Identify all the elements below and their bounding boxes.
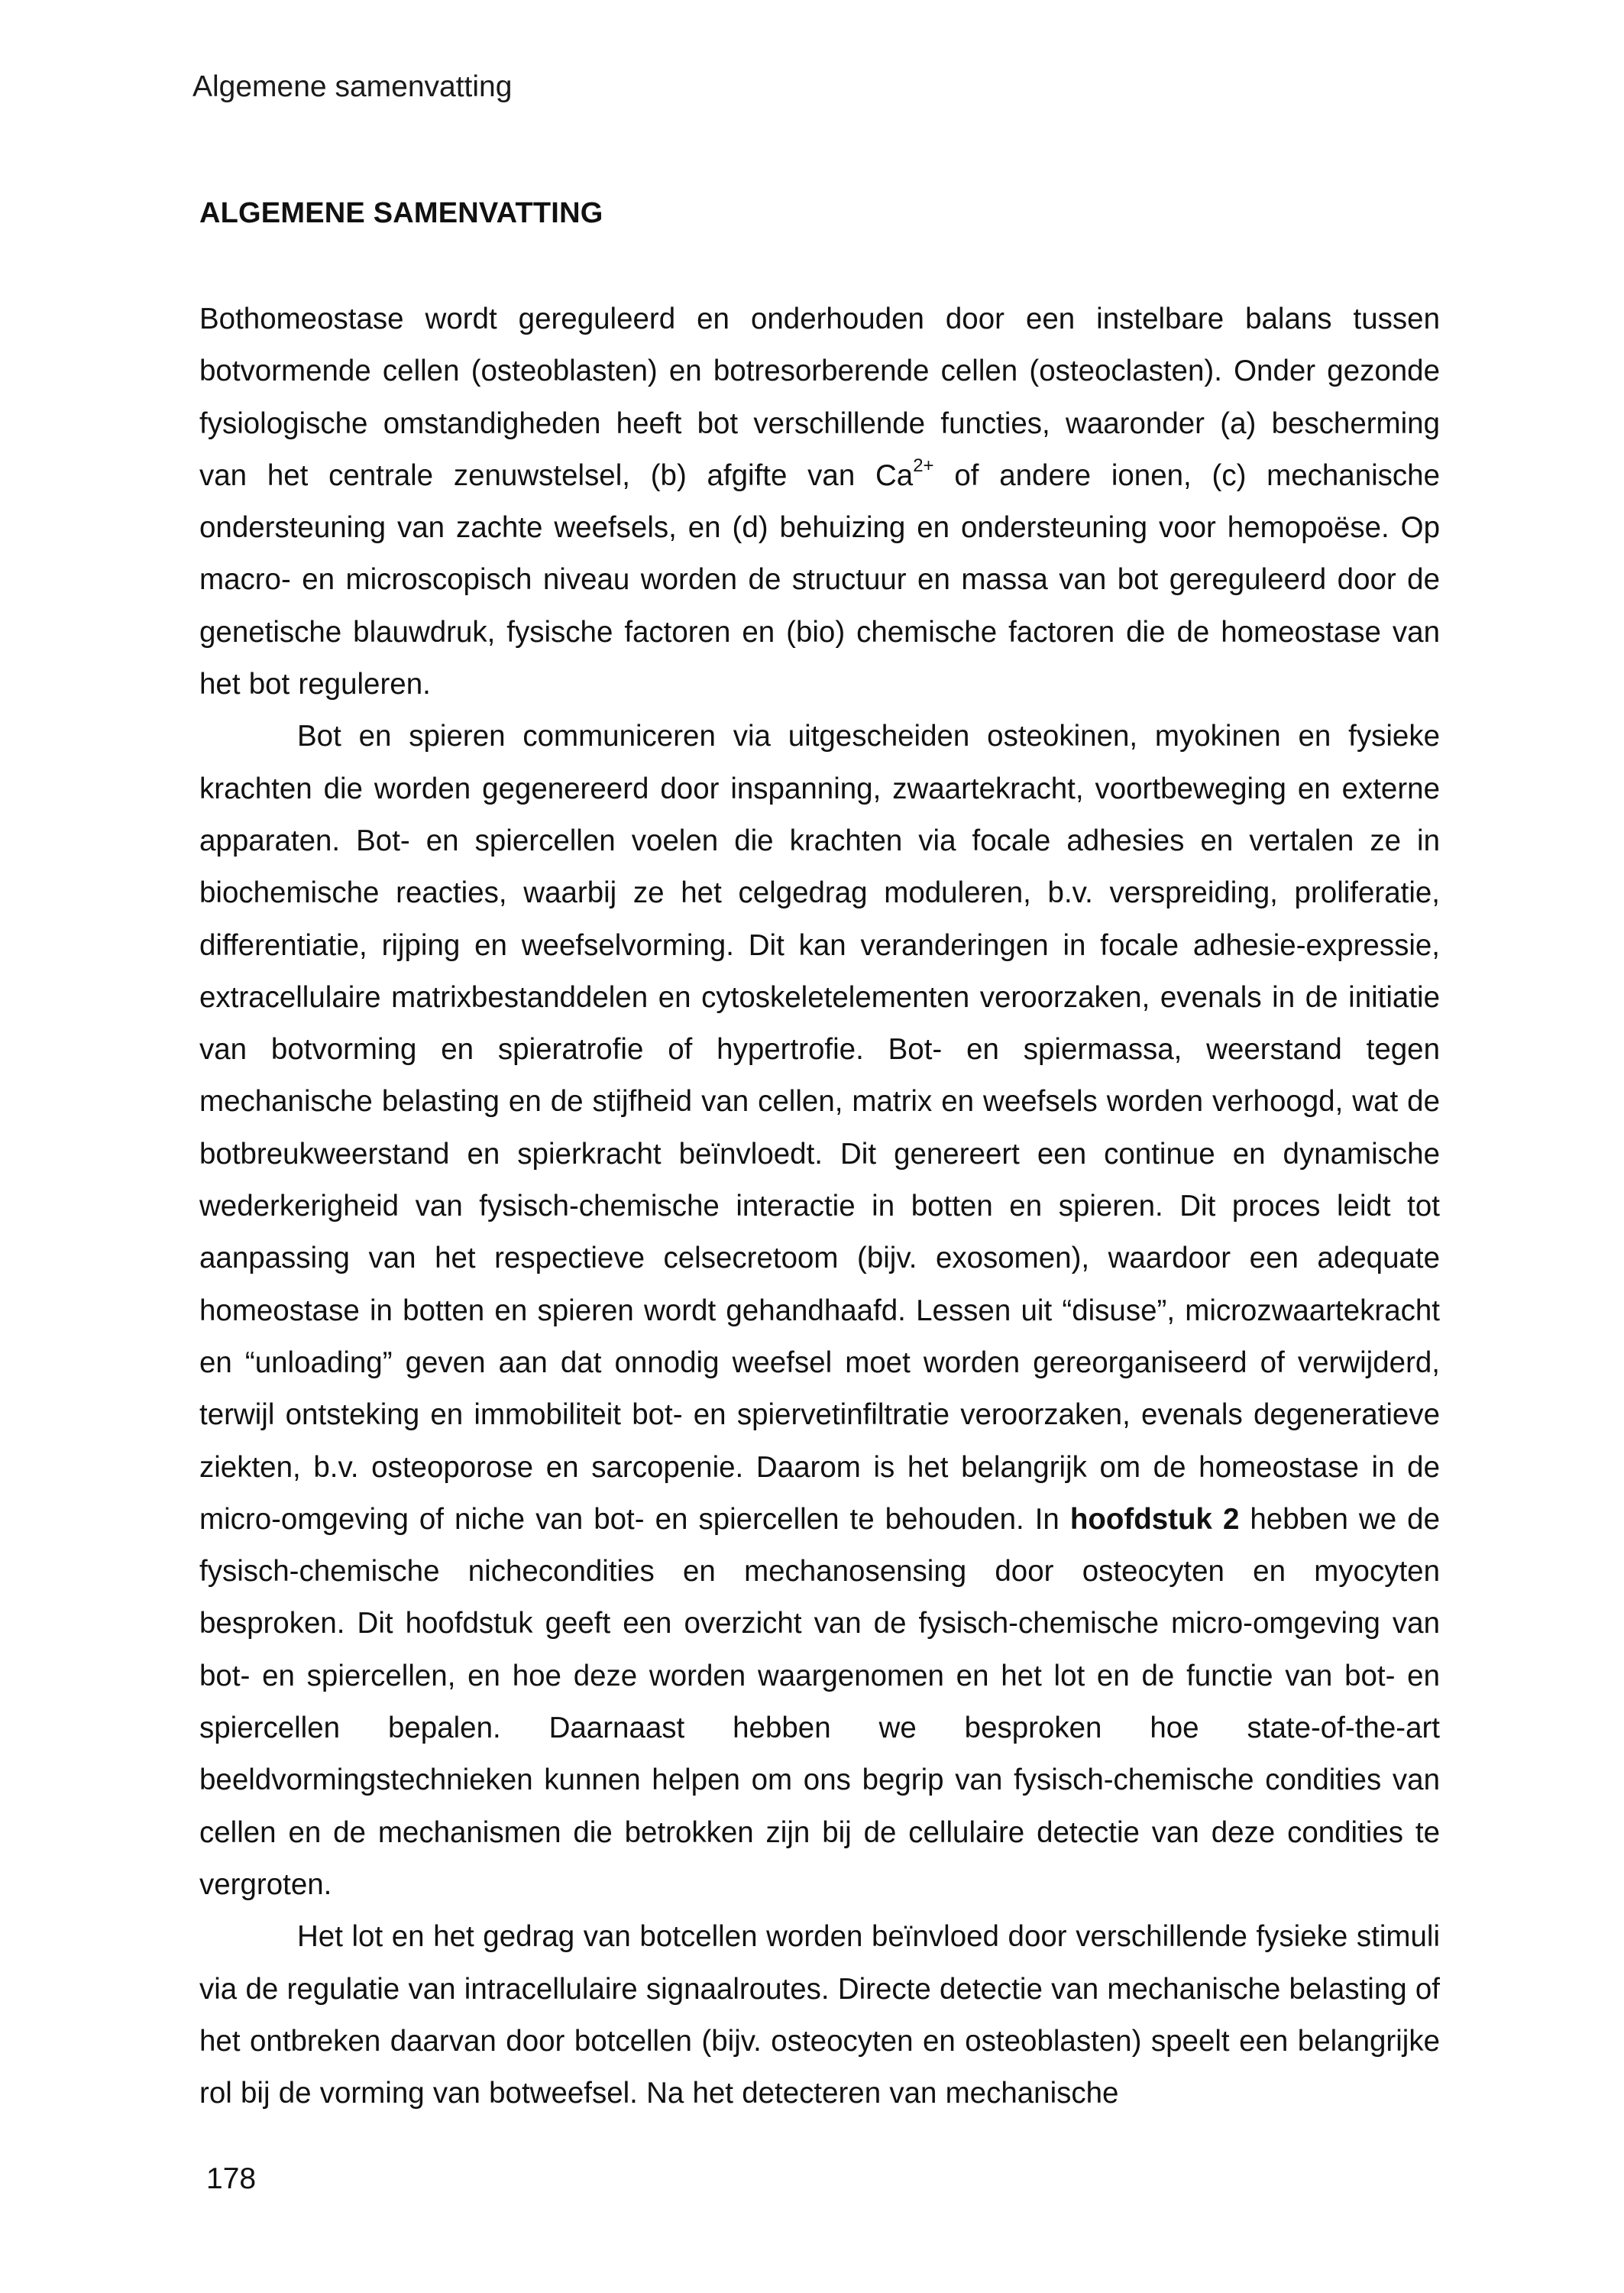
section-title: ALGEMENE SAMENVATTING <box>199 197 603 229</box>
paragraph-1 <box>199 293 1440 711</box>
paragraph-2-text-a: Bot en spieren communiceren via uitgescheiden osteokinen, myokinen en fysieke krachten die worden gegenereerd door inspanning, zwaartekracht, voortbeweging en externe apparaten. Bot- en spiercellen voelen die krachten via focale adhesies en vertalen ze in biochemische reacties, waarbij ze het celgedrag moduleren, b.v. verspreiding, proliferatie, differentiatie, rijping en weefselvorming. Dit kan veranderingen in focale adhesie-expressie, extracellulaire matrixbestanddelen en cytoskeletelementen veroorzaken, evenals in de initiatie van botvorming en spieratrofie of hypertrofie. Bot- en spiermassa, weerstand tegen mechanische belasting en de stijfheid van cellen, matrix en weefsels worden verhoogd, wat de botbreukweerstand en spierkracht beïnvloedt. Dit genereert een continue en dynamische wederkerigheid van fysisch-chemische interactie in botten en spieren. Dit proces leidt tot aanpassing van het respectieve celsecretoom (bijv. exosomen), waardoor een adequate homeostase in botten en spieren wordt gehandhaafd. Lessen uit “disuse”, microzwaartekracht en “unloading” geven aan dat onnodig weefsel moet worden gereorganiseerd of verwijderd, terwijl ontsteking en immobiliteit bot- en spiervetinfiltratie veroorzaken, evenals degeneratieve ziekten, b.v. osteoporose en sarcopenie. Daarom is het belangrijk om de homeostase in de micro-omgeving of niche van bot- en spiercellen te behouden. In <box>199 720 1440 1536</box>
body-text <box>199 293 1440 2120</box>
paragraph-3 <box>199 1911 1440 2120</box>
paragraph-1-text-b: of andere ionen, (c) mechanische ondersteuning van zachte weefsels, en (d) behuizing en ondersteuning voor hemopoëse. Op macro- en microscopisch niveau worden de structuur en massa van bot gereguleerd door de genetische blauwdruk, fysische factoren en (bio) chemische factoren die de homeostase van het bot reguleren. <box>199 458 1440 701</box>
paragraph-2-text-b: hebben we de fysisch-chemische nichecondities en mechanosensing door osteocyten en myocyten besproken. Dit hoofdstuk geeft een overzicht van de fysisch-chemische micro-omgeving van bot- en spiercellen, en hoe deze worden waargenomen en het lot en de functie van bot- en spiercellen bepalen. Daarnaast hebben we besproken hoe state-of-the-art beeldvormingstechnieken kunnen helpen om ons begrip van fysisch-chemische condities van cellen en de mechanismen die betrokken zijn bij de cellulaire detectie van deze condities te vergroten. <box>199 1502 1440 1901</box>
paragraph-3-text: Het lot en het gedrag van botcellen worden beïnvloed door verschillende fysieke stimuli via de regulatie van intracellulaire signaalroutes. Directe detectie van mechanische belasting of het ontbreken daarvan door botcellen (bijv. osteocyten en osteoblasten) speelt een belangrijke rol bij de vorming van botweefsel. Na het detecteren van mechanische <box>199 1920 1440 2110</box>
chapter-2-reference: hoofdstuk 2 <box>1069 1502 1240 1536</box>
running-header: Algemene samenvatting <box>192 70 513 103</box>
calcium-charge-superscript: 2+ <box>913 455 934 476</box>
paragraph-2 <box>199 711 1440 1911</box>
page-number: 178 <box>206 2162 257 2195</box>
paragraph-1-text-a: Bothomeostase wordt gereguleerd en onderhouden door een instelbare balans tussen botvormende cellen (osteoblasten) en botresorberende cellen (osteoclasten). Onder gezonde fysiologische omstandigheden heeft bot verschillende functies, waaronder (a) bescherming van het centrale zenuwstelsel, (b) afgifte van Ca <box>199 303 1440 492</box>
